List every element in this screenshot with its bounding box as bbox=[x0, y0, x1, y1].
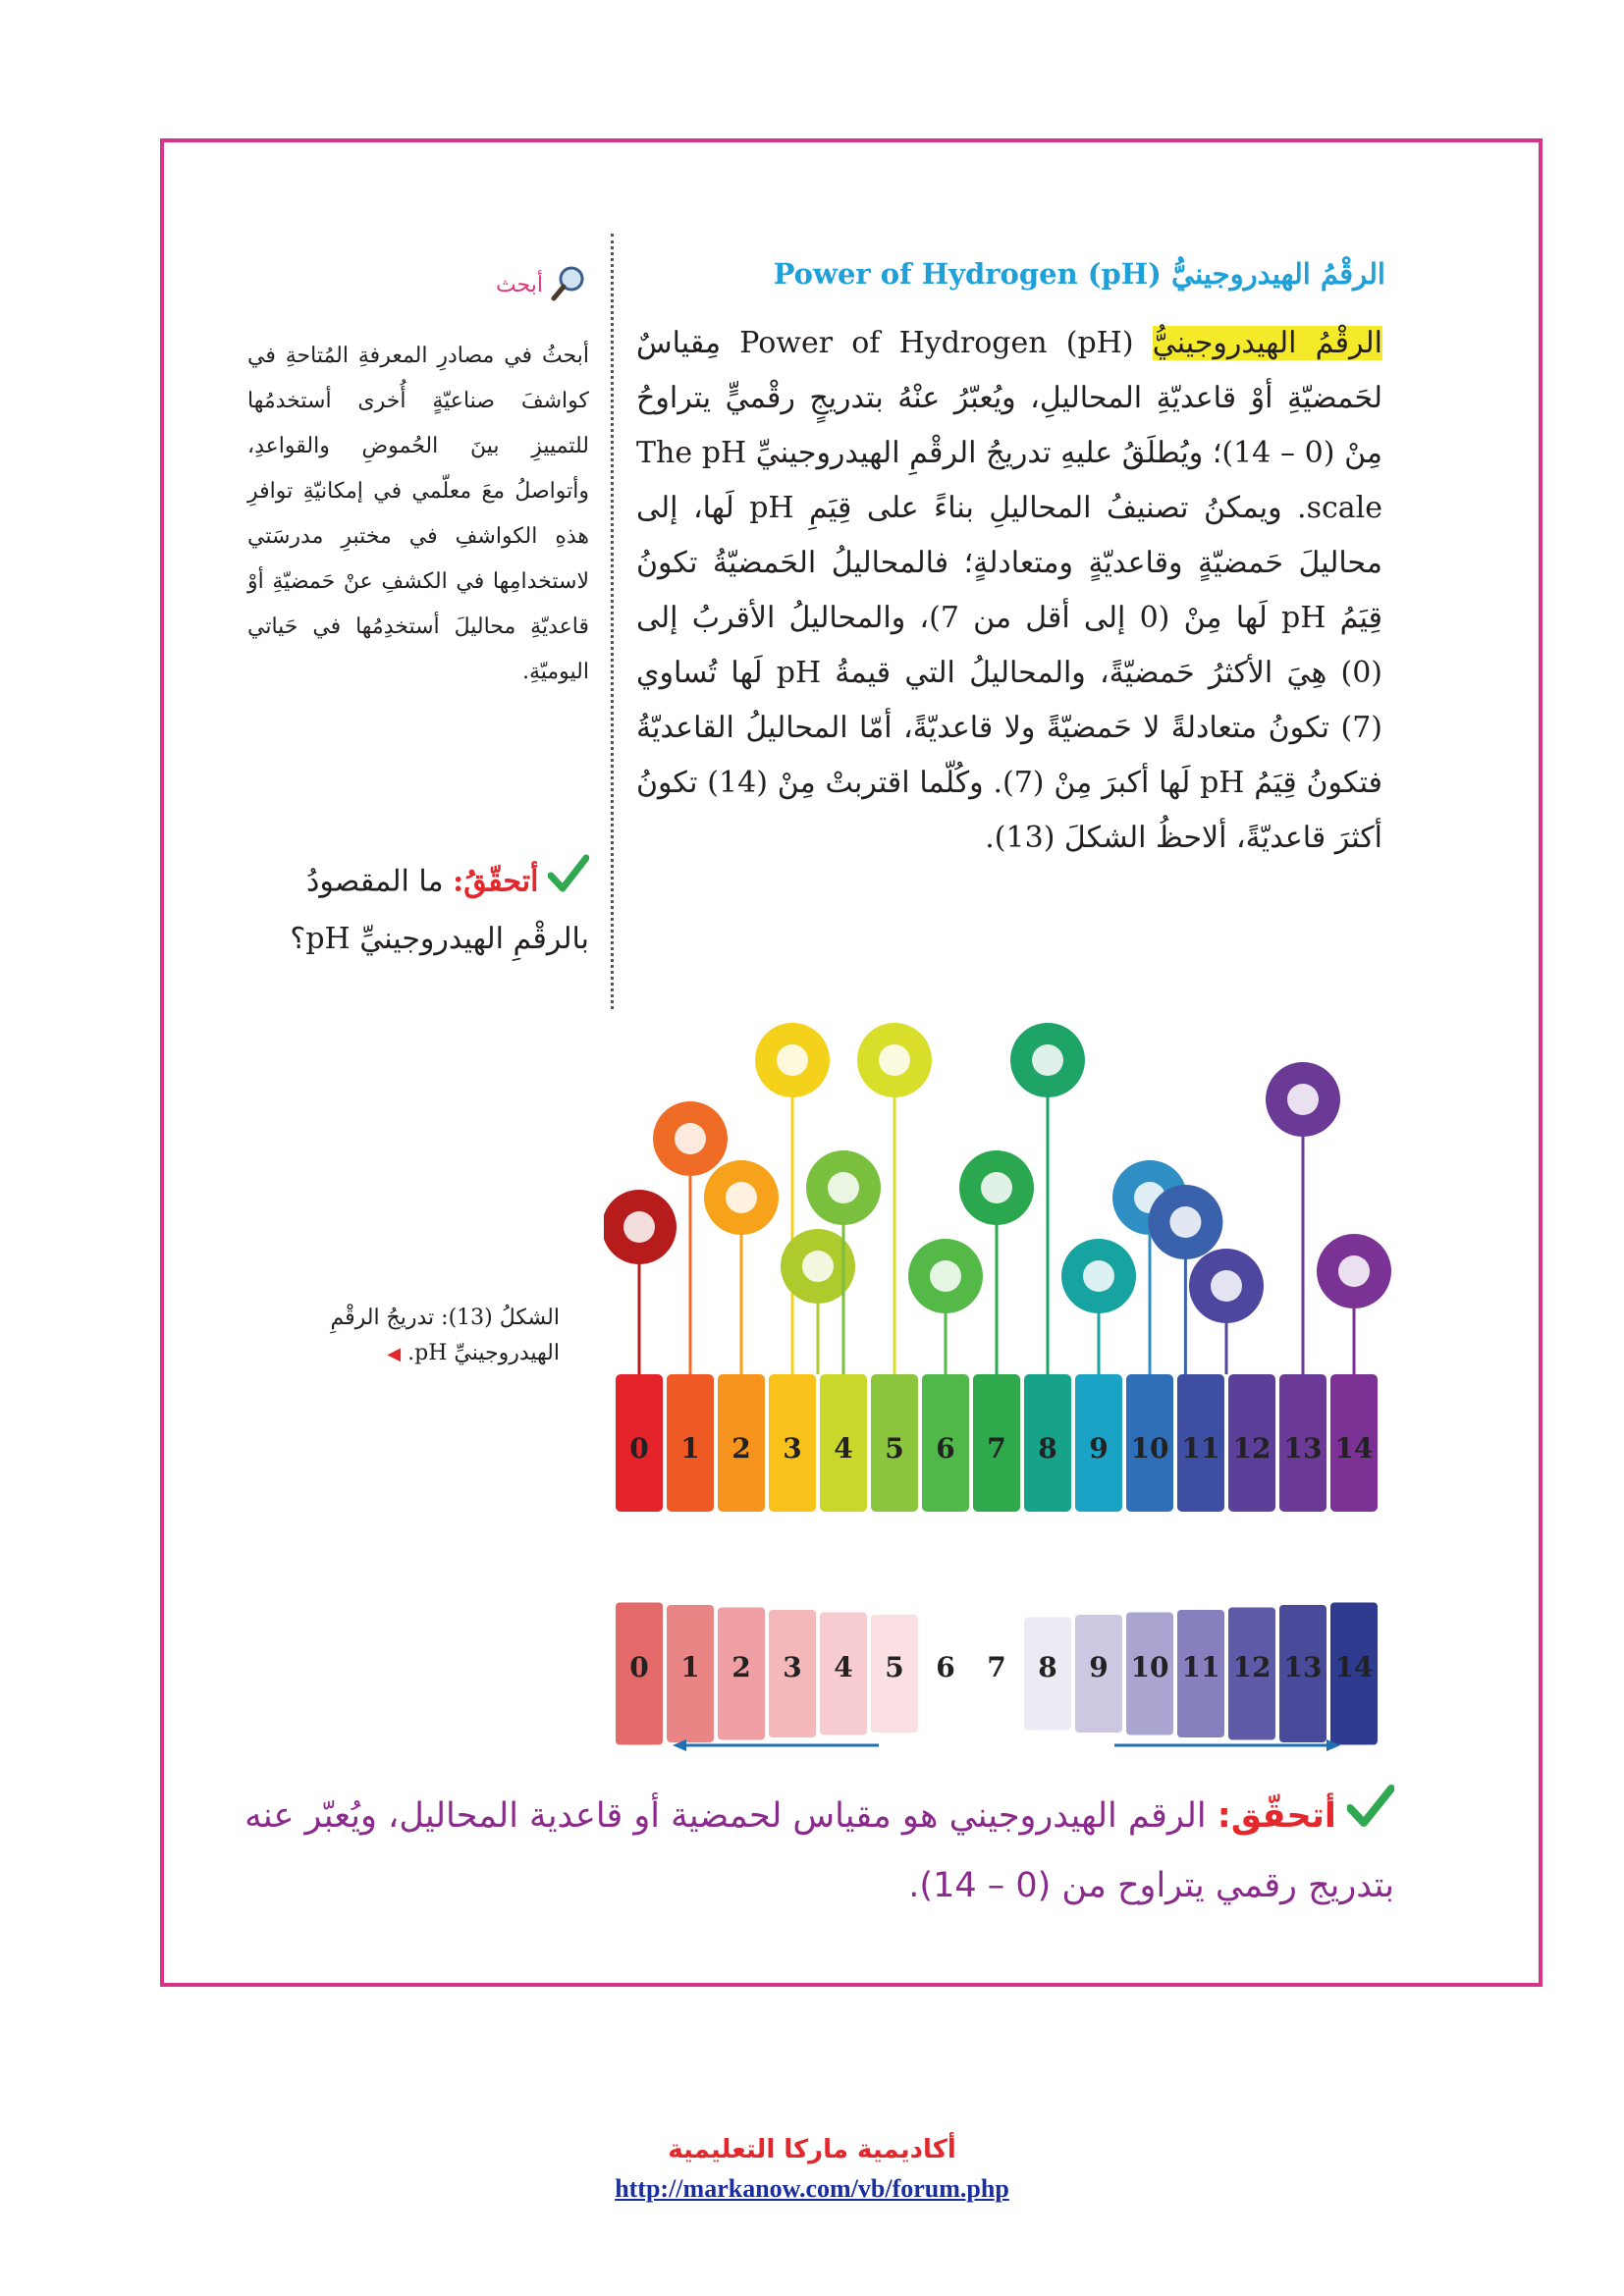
egg-bowl-icon-glyph bbox=[1083, 1260, 1114, 1292]
research-text: أبحثُ في مصادرِ المعرفةِ المُتاحةِ في كواشفَ صناعيّةٍ أُخرى أستخدمُها للتمييزِ بينَ الحُموضِ والقواعدِ، وأتواصلُ معَ معلّمي في إمكانيّةِ توافرِ هذهِ الكواشفِ في مختبرِ مدرسَتي لاستخدامِها في الكشفِ عنْ حَمضيّةِ أوْ قاعديّةِ محاليلَ أستخدِمُها في حَياتي اليوميّةِ. bbox=[247, 344, 589, 684]
scale-label-bottom-2: 2 bbox=[731, 1651, 751, 1683]
check-question bbox=[247, 854, 589, 967]
research-heading bbox=[373, 263, 589, 308]
scale-label-top-8: 8 bbox=[1038, 1432, 1057, 1465]
caption-pointer-icon: ◀ bbox=[387, 1344, 402, 1364]
scale-label-bottom-11: 11 bbox=[1181, 1651, 1220, 1683]
bleach-bottle-icon-glyph bbox=[1211, 1270, 1242, 1302]
highlighted-term: الرقْمُ الهيدروجينيُّ bbox=[1152, 326, 1382, 360]
scale-label-bottom-1: 1 bbox=[680, 1651, 700, 1683]
scale-label-top-1: 1 bbox=[680, 1432, 700, 1465]
column-divider bbox=[611, 234, 614, 1009]
scale-label-bottom-12: 12 bbox=[1232, 1651, 1272, 1683]
scale-label-top-7: 7 bbox=[987, 1432, 1006, 1465]
scale-label-top-6: 6 bbox=[936, 1432, 955, 1465]
ph-scale-figure bbox=[604, 1021, 1409, 1571]
scale-label-bottom-6: 6 bbox=[936, 1651, 955, 1683]
scale-label-top-9: 9 bbox=[1089, 1432, 1109, 1465]
scale-label-bottom-8: 8 bbox=[1038, 1651, 1057, 1683]
test-tubes-icon-glyph bbox=[1032, 1044, 1063, 1076]
scale-label-bottom-0: 0 bbox=[629, 1651, 649, 1683]
flask-icon-glyph bbox=[1338, 1255, 1370, 1287]
banana-icon-glyph bbox=[879, 1044, 910, 1076]
handwash-icon-glyph bbox=[981, 1172, 1012, 1203]
scale-label-top-14: 14 bbox=[1334, 1432, 1374, 1465]
footer bbox=[0, 2135, 1624, 2204]
milk-glass-icon-glyph bbox=[930, 1260, 961, 1292]
scale-label-bottom-14: 14 bbox=[1334, 1651, 1374, 1683]
check-question-text: ما المقصودُ بالرقْمِ الهيدروجينيِّ pH؟ bbox=[290, 864, 589, 956]
answer-box bbox=[236, 1782, 1394, 1920]
answer-text: الرقم الهيدروجيني هو مقياس لحمضية أو قاعدية المحاليل، ويُعبّر عنه بتدريج رقمي يتراوح من (0 – 14). bbox=[244, 1796, 1394, 1905]
scale-label-top-12: 12 bbox=[1232, 1432, 1272, 1465]
water-bottle-icon-glyph bbox=[777, 1044, 808, 1076]
apple-icon-glyph bbox=[802, 1251, 834, 1282]
scale-label-top-3: 3 bbox=[783, 1432, 802, 1465]
bottle-icon-glyph bbox=[623, 1211, 655, 1243]
figure-caption-text: الشكلُ (13): تدريجُ الرقْمِ الهيدروجينيِّ pH. bbox=[330, 1306, 560, 1365]
stomach-icon-glyph bbox=[675, 1123, 706, 1154]
main-paragraph bbox=[636, 316, 1382, 866]
scale-label-top-2: 2 bbox=[731, 1432, 751, 1465]
scale-label-top-5: 5 bbox=[885, 1432, 904, 1465]
magnifier-icon bbox=[550, 263, 589, 308]
paragraph-text: (Power of Hydrogen (pH مِقياسٌ لحَمضيّةِ أوْ قاعديّةِ المحاليلِ، ويُعبّرُ عنْهُ بتدريجٍ رقْميٍّ يتراوحُ مِنْ (0 – 14)؛ ويُطلَقُ عليهِ تدريجُ الرقْمِ الهيدروجينيِّ The pH scale. ويمكنُ تصنيفُ المحاليلِ بناءً على قِيَمِ pH لَها، إلى محاليلَ حَمضيّةٍ وقاعديّةٍ ومتعادلةٍ؛ فالمحاليلُ الحَمضيّةُ تكونُ قِيَمُ pH لَها مِنْ (0 إلى أقل من 7)، والمحاليلُ الأقربُ إلى (0) هِيَ الأكثرُ حَمضيّةً، والمحاليلُ التي قيمةُ pH لَها تُساوي (7) تكونُ متعادلةً لا حَمضيّةً ولا قاعديّةً، أمّا المحاليلُ القاعديّةُ فتكونُ قِيَمُ pH لَها أكبرَ مِنْ (7). وكُلّما اقتربتْ مِنْ (14) تكونُ أكثرَ قاعديّةً، ألاحظُ الشكلَ (13). bbox=[636, 326, 1383, 855]
research-label: أبحث bbox=[495, 273, 543, 297]
checkmark-icon bbox=[548, 854, 589, 912]
footer-name: أكاديمية ماركا التعليمية bbox=[668, 2135, 956, 2164]
scale-label-top-13: 13 bbox=[1283, 1432, 1323, 1465]
scale-label-bottom-10: 10 bbox=[1130, 1651, 1169, 1683]
scale-label-top-10: 10 bbox=[1130, 1432, 1169, 1465]
scale-label-bottom-13: 13 bbox=[1283, 1651, 1323, 1683]
scale-label-top-11: 11 bbox=[1181, 1432, 1220, 1465]
scale-label-bottom-4: 4 bbox=[834, 1651, 853, 1683]
scale-label-bottom-7: 7 bbox=[987, 1651, 1006, 1683]
scale-label-top-0: 0 bbox=[629, 1432, 649, 1465]
scale-label-bottom-5: 5 bbox=[885, 1651, 904, 1683]
lemon-icon-glyph bbox=[726, 1182, 757, 1213]
answer-label: أتحقّق: bbox=[1217, 1796, 1336, 1836]
check-label: أتحقّقُ: bbox=[453, 864, 539, 899]
footer-link[interactable]: http://markanow.com/vb/forum.php bbox=[615, 2174, 1009, 2203]
figure-caption bbox=[265, 1301, 560, 1372]
section-title: الرقْمُ الهيدروجينيُّ (Power of Hydrogen (pH bbox=[773, 257, 1385, 291]
soap-icon-glyph bbox=[1169, 1206, 1201, 1238]
checkmark-icon bbox=[1347, 1783, 1394, 1851]
tomato-icon-glyph bbox=[828, 1172, 859, 1203]
scale-label-bottom-9: 9 bbox=[1089, 1651, 1109, 1683]
ph-scale-indicator bbox=[604, 1590, 1409, 1757]
cleaner-bottle-icon-glyph bbox=[1287, 1084, 1319, 1115]
scale-label-bottom-3: 3 bbox=[783, 1651, 802, 1683]
scale-label-top-4: 4 bbox=[834, 1432, 853, 1465]
